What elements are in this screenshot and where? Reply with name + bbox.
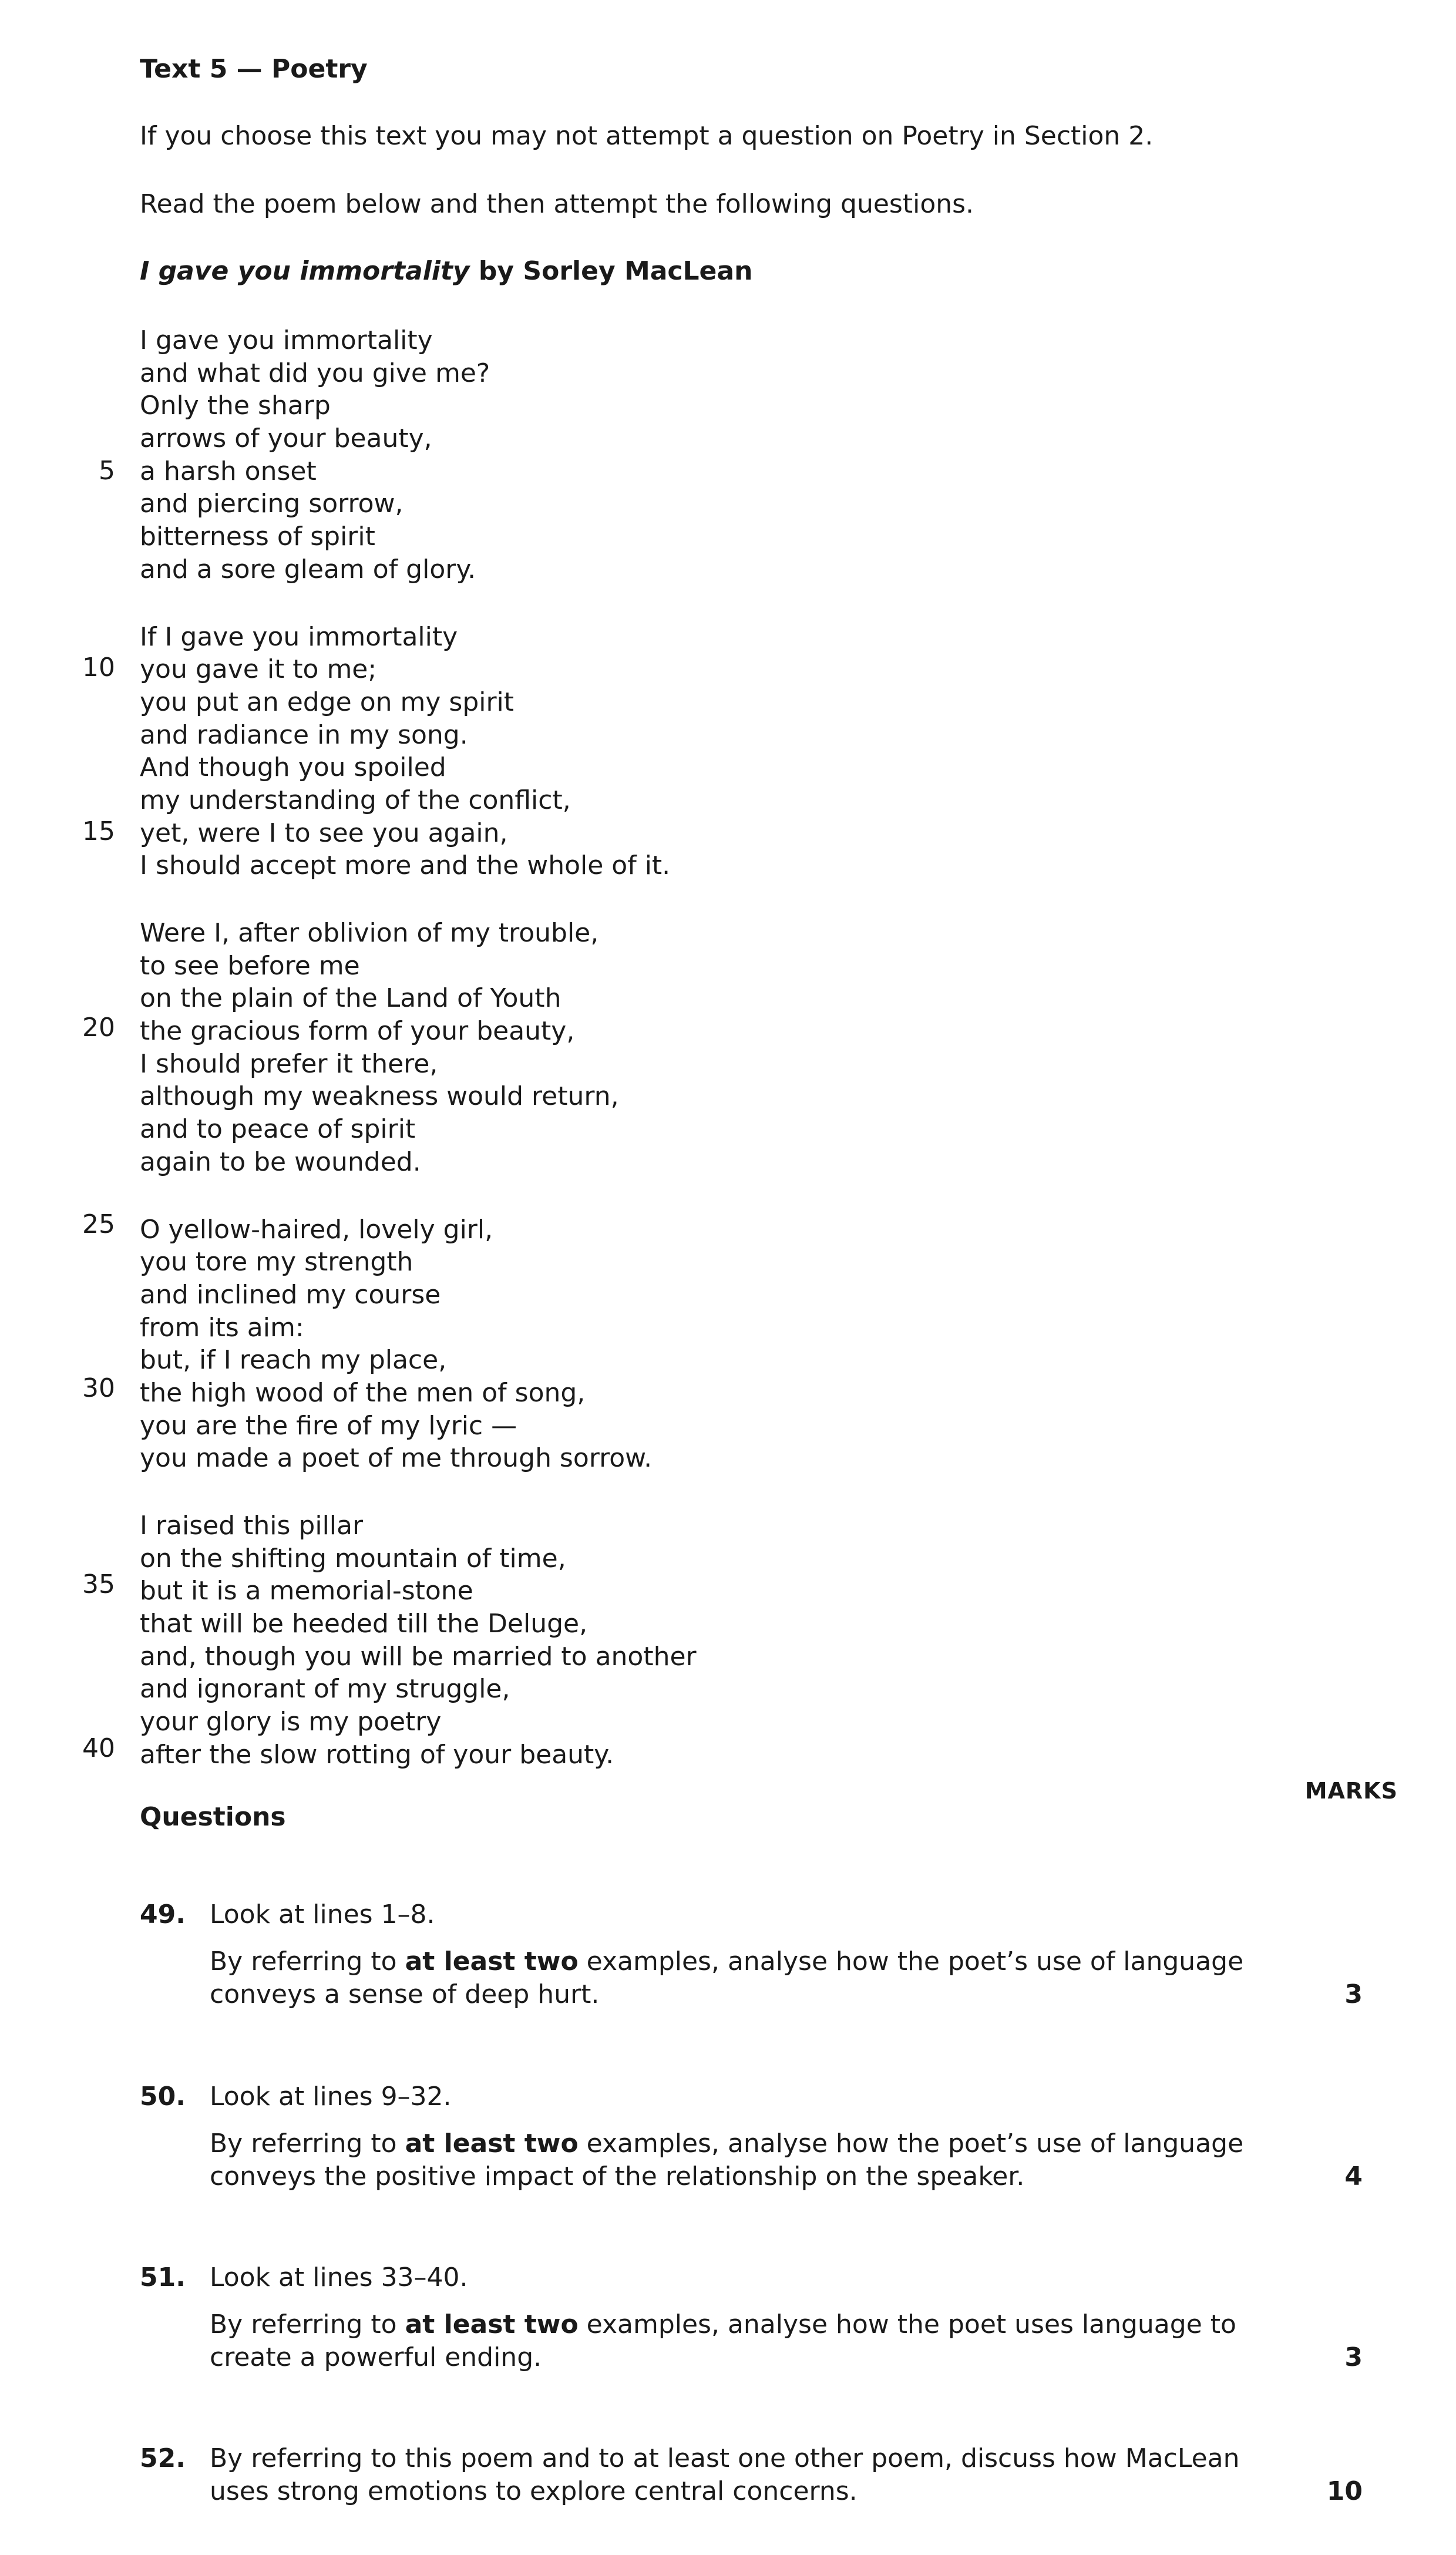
line-number: 40: [82, 1733, 115, 1763]
question-lines-ref: Look at lines 9–32.: [210, 2082, 452, 2112]
poem-title: I gave you immortality: [140, 256, 470, 286]
poem-line: and a sore gleam of glory.: [140, 554, 476, 584]
poem-line: I should accept more and the whole of it.: [140, 850, 671, 881]
line-number: 30: [82, 1373, 115, 1403]
line-number: 20: [82, 1013, 115, 1043]
poem-line: and to peace of spirit: [140, 1114, 416, 1145]
question-marks: 4: [1344, 2161, 1363, 2191]
poem-line: that will be heeded till the Deluge,: [140, 1609, 588, 1639]
questions-title: Questions: [140, 1802, 286, 1832]
poem-text: [140, 324, 697, 1806]
poem-line: and what did you give me?: [140, 358, 490, 388]
poem-line: bitterness of spirit: [140, 522, 375, 552]
question-text: [210, 1945, 1267, 2011]
poem-stanza: [140, 1213, 697, 1475]
poem-line: you made a poet of me through sorrow.: [140, 1443, 653, 1474]
poem-heading: [140, 255, 752, 288]
poem-line: but it is a memorial-stone: [140, 1576, 473, 1606]
poem-line: again to be wounded.: [140, 1147, 421, 1177]
question-number: 51.: [140, 2262, 186, 2292]
line-number: 35: [82, 1569, 115, 1599]
question-text-part: examples, analyse how the poet’s use of language conveys a sense of deep hurt.: [210, 1946, 1244, 2009]
poem-author: by Sorley MacLean: [469, 256, 753, 286]
question-text-part: examples, analyse how the poet uses language to create a powerful ending.: [210, 2309, 1236, 2372]
poem-line: Only the sharp: [140, 391, 331, 421]
poem-line: and radiance in my song.: [140, 720, 468, 750]
question-text: [210, 2127, 1267, 2193]
section-title: Text 5 — Poetry: [140, 54, 368, 84]
poem-line: Were I, after oblivion of my trouble,: [140, 918, 599, 948]
poem-line: you gave it to me;: [140, 654, 377, 685]
question-number: 50.: [140, 2082, 186, 2112]
poem-line: to see before me: [140, 950, 360, 981]
instruction-choose: If you choose this text you may not attempt a question on Poetry in Section 2.: [140, 121, 1154, 151]
poem-line: the high wood of the men of song,: [140, 1377, 586, 1408]
poem-line: you put an edge on my spirit: [140, 687, 515, 717]
poem-line: arrows of your beauty,: [140, 423, 432, 454]
question-text-emphasis: at least two: [405, 1946, 579, 1976]
question-text-part: By referring to: [210, 1946, 405, 1976]
poem-line: And though you spoiled: [140, 752, 446, 783]
question-text-emphasis: at least two: [405, 2309, 579, 2339]
poem-line: and, though you will be married to another: [140, 1641, 697, 1672]
poem-line: but, if I reach my place,: [140, 1345, 447, 1376]
question-number: 49.: [140, 1900, 186, 1929]
question-text-part: By referring to: [210, 2129, 405, 2159]
poem-line: from its aim:: [140, 1312, 304, 1343]
question-number: 52.: [140, 2443, 186, 2473]
poem-stanza: [140, 917, 697, 1179]
poem-stanza: [140, 1510, 697, 1771]
question-text: By referring to this poem and to at least one other poem, discuss how MacLean uses strong emotions to explore central concerns.: [210, 2443, 1240, 2506]
question-marks: 10: [1326, 2476, 1363, 2506]
poem-stanza: [140, 621, 697, 883]
line-number: 25: [82, 1209, 115, 1239]
poem-line: a harsh onset: [140, 456, 317, 486]
poem-line: my understanding of the conflict,: [140, 785, 571, 815]
poem-line: although my weakness would return,: [140, 1081, 619, 1112]
poem-line: I should prefer it there,: [140, 1048, 438, 1079]
question-marks: 3: [1344, 1979, 1363, 2009]
poem-line: on the shifting mountain of time,: [140, 1543, 566, 1574]
poem-line: and inclined my course: [140, 1279, 441, 1310]
poem-line: your glory is my poetry: [140, 1707, 442, 1737]
poem-line: and ignorant of my struggle,: [140, 1674, 510, 1705]
line-number: 5: [99, 456, 115, 486]
question-text-emphasis: at least two: [405, 2129, 579, 2159]
poem-line: you are the fire of my lyric —: [140, 1410, 517, 1441]
poem-line: you tore my strength: [140, 1247, 413, 1278]
poem-line: and piercing sorrow,: [140, 489, 403, 519]
poem-line: on the plain of the Land of Youth: [140, 983, 561, 1014]
poem-line: O yellow-haired, lovely girl,: [140, 1214, 493, 1245]
question-text: [210, 2308, 1267, 2374]
instruction-read: Read the poem below and then attempt the following questions.: [140, 189, 974, 219]
poem-stanza: [140, 324, 697, 586]
question-lines-ref: Look at lines 33–40.: [210, 2262, 468, 2292]
marks-heading: MARKS: [1304, 1778, 1398, 1804]
poem-line: I raised this pillar: [140, 1511, 364, 1541]
question-text-part: By referring to: [210, 2309, 405, 2339]
line-number: 10: [82, 653, 115, 683]
line-number: 15: [82, 816, 115, 846]
poem-line: I gave you immortality: [140, 325, 433, 355]
poem-line: the gracious form of your beauty,: [140, 1016, 575, 1047]
question-marks: 3: [1344, 2342, 1363, 2372]
poem-line: yet, were I to see you again,: [140, 818, 508, 848]
question-text-part: examples, analyse how the poet’s use of language conveys the positive impact of the relationship on the speaker.: [210, 2129, 1244, 2191]
poem-line: after the slow rotting of your beauty.: [140, 1739, 614, 1770]
question-lines-ref: Look at lines 1–8.: [210, 1900, 435, 1929]
poem-line: If I gave you immortality: [140, 621, 458, 652]
